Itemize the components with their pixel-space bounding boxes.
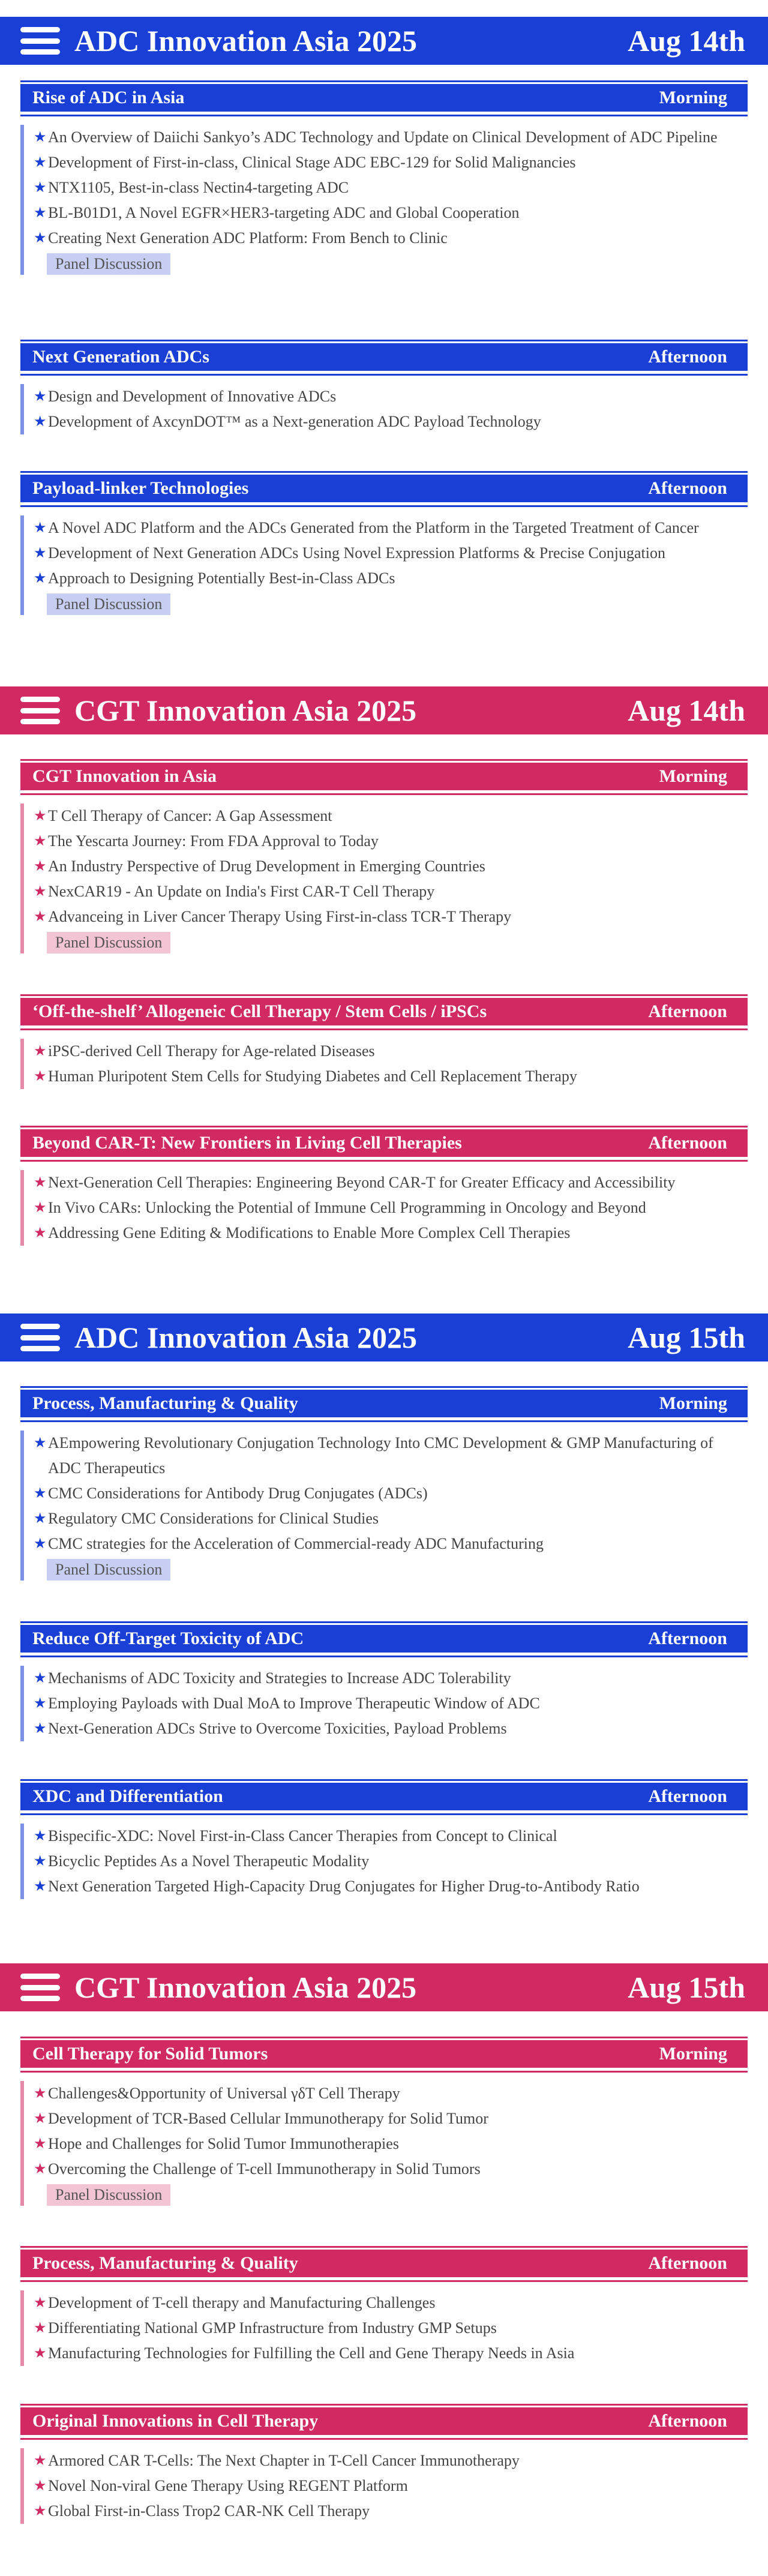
talk-title: A Novel ADC Platform and the ADCs Generated from the Platform in the Targeted Treatment of Cancer [48, 519, 699, 536]
talk-list [20, 384, 748, 434]
talk-list [20, 2290, 748, 2366]
talk-item [34, 854, 748, 879]
conference-date: Aug 14th [628, 24, 745, 58]
talk-title: iPSC-derived Cell Therapy for Age-related Diseases [48, 1042, 375, 1060]
talk-item [34, 1849, 748, 1874]
star-icon: ★ [34, 1536, 47, 1552]
star-icon: ★ [34, 2111, 47, 2127]
banner-left [20, 1320, 417, 1355]
star-icon: ★ [34, 520, 47, 536]
talk-title: Addressing Gene Editing & Modifications to Enable More Complex Cell Therapies [48, 1224, 571, 1241]
star-icon: ★ [34, 389, 47, 404]
talk-title: Bicyclic Peptides As a Novel Therapeutic Modality [48, 1852, 370, 1870]
star-icon: ★ [34, 859, 47, 874]
session-header [20, 1783, 748, 1810]
talk-title: Armored CAR T-Cells: The Next Chapter in T-Cell Cancer Immunotherapy [48, 2452, 520, 2469]
star-icon: ★ [34, 2478, 47, 2494]
hamburger-menu-icon[interactable] [20, 697, 60, 724]
talk-item [34, 1716, 748, 1741]
talk-title: Overcoming the Challenge of T-cell Immunotherapy in Solid Tumors [48, 2160, 481, 2178]
session-reduce-off-target [20, 1621, 748, 1741]
session-rise-of-adc [20, 80, 748, 275]
star-icon: ★ [34, 2453, 47, 2469]
talk-item [34, 1824, 748, 1849]
talk-item [34, 1170, 748, 1195]
session-process-manufacturing-adc [20, 1386, 748, 1581]
panel-discussion-tag: Panel Discussion [47, 593, 170, 615]
talk-item [34, 200, 748, 226]
session-header [20, 763, 748, 790]
session-header [20, 2250, 748, 2277]
talk-title: Creating Next Generation ADC Platform: From Bench to Clinic [48, 229, 448, 247]
talk-list [20, 1039, 748, 1089]
star-icon: ★ [34, 1225, 47, 1241]
session-time: Afternoon [648, 1629, 727, 1648]
banner-left [20, 1970, 416, 2005]
talk-item [34, 2341, 748, 2366]
talk-title: CMC Considerations for Antibody Drug Conjugates (ADCs) [48, 1485, 428, 1502]
star-icon: ★ [34, 909, 47, 925]
conference-date: Aug 15th [628, 1971, 745, 2004]
talk-item [34, 150, 748, 175]
conference-banner [0, 686, 768, 734]
talk-item [34, 2157, 748, 2182]
talk-item [34, 2131, 748, 2157]
hamburger-menu-icon[interactable] [20, 1324, 60, 1351]
session-solid-tumors [20, 2037, 748, 2206]
session-title: Process, Manufacturing & Quality [32, 1393, 298, 1413]
session-beyond-car-t [20, 1126, 748, 1246]
talk-title: CMC strategies for the Acceleration of Commercial-ready ADC Manufacturing [48, 1535, 544, 1552]
talk-list [20, 1170, 748, 1246]
talk-item [34, 1874, 748, 1899]
session-header [20, 998, 748, 1025]
star-icon: ★ [34, 1828, 47, 1844]
talk-item [34, 566, 748, 591]
session-title: Next Generation ADCs [32, 347, 209, 367]
talk-item [34, 2473, 748, 2499]
star-icon: ★ [34, 1486, 47, 1501]
talk-item [34, 1195, 748, 1220]
talk-item [34, 175, 748, 200]
talk-item [34, 1531, 748, 1557]
talk-item [34, 879, 748, 904]
talk-item [34, 409, 748, 434]
talk-list [20, 2081, 748, 2206]
star-icon: ★ [34, 2346, 47, 2361]
talk-item [34, 1481, 748, 1506]
session-title: CGT Innovation in Asia [32, 766, 217, 786]
talk-title: Development of Next Generation ADCs Using Novel Expression Platforms & Precise Conjugation [48, 544, 666, 562]
star-icon: ★ [34, 1043, 47, 1059]
star-icon: ★ [34, 2503, 47, 2519]
star-icon: ★ [34, 1175, 47, 1190]
star-icon: ★ [34, 1721, 47, 1737]
session-title: Process, Manufacturing & Quality [32, 2253, 298, 2273]
talk-title: Hope and Challenges for Solid Tumor Immunotherapies [48, 2135, 399, 2152]
star-icon: ★ [34, 1511, 47, 1527]
star-icon: ★ [34, 2136, 47, 2152]
talk-title: Regulatory CMC Considerations for Clinical Studies [48, 1510, 379, 1527]
talk-title: Advanceing in Liver Cancer Therapy Using First-in-class TCR-T Therapy [48, 908, 512, 925]
session-title: Original Innovations in Cell Therapy [32, 2411, 319, 2431]
star-icon: ★ [34, 414, 47, 430]
session-header [20, 84, 748, 112]
conference-block-cgt-aug15 [0, 1963, 768, 2011]
talk-item [34, 1431, 748, 1481]
session-time: Afternoon [648, 2411, 727, 2431]
conference-date: Aug 14th [628, 694, 745, 727]
panel-discussion-tag: Panel Discussion [47, 1559, 170, 1581]
talk-title: Differentiating National GMP Infrastructure from Industry GMP Setups [48, 2319, 497, 2337]
talk-list [20, 803, 748, 953]
talk-item [34, 2106, 748, 2131]
session-original-innovations [20, 2404, 748, 2524]
talk-item [34, 1691, 748, 1716]
talk-title: T Cell Therapy of Cancer: A Gap Assessment [48, 807, 332, 824]
session-title: Beyond CAR-T: New Frontiers in Living Cell Therapies [32, 1133, 462, 1153]
session-header [20, 343, 748, 371]
session-time: Morning [659, 2044, 727, 2064]
talk-title: Next-Generation Cell Therapies: Engineering Beyond CAR-T for Greater Efficacy and Accessibility [48, 1174, 676, 1191]
session-header [20, 1129, 748, 1157]
session-off-the-shelf [20, 994, 748, 1089]
star-icon: ★ [34, 1200, 47, 1216]
session-time: Afternoon [648, 347, 727, 367]
star-icon: ★ [34, 130, 47, 145]
session-title: Payload-linker Technologies [32, 478, 249, 498]
talk-item [34, 226, 748, 251]
session-header [20, 1390, 748, 1417]
talk-item [34, 125, 748, 150]
talk-item [34, 1220, 748, 1246]
banner-left [20, 23, 417, 58]
talk-item [34, 2316, 748, 2341]
talk-title: Development of TCR-Based Cellular Immunotherapy for Solid Tumor [48, 2110, 488, 2127]
banner-left [20, 693, 416, 728]
conference-banner [0, 1963, 768, 2011]
session-xdc-differentiation [20, 1779, 748, 1899]
talk-title: Development of T-cell therapy and Manufacturing Challenges [48, 2294, 436, 2311]
talk-item [34, 1039, 748, 1064]
conference-date: Aug 15th [628, 1321, 745, 1354]
conference-title: ADC Innovation Asia 2025 [74, 24, 417, 58]
talk-item [34, 515, 748, 541]
talk-item [34, 1506, 748, 1531]
talk-title: Employing Payloads with Dual MoA to Improve Therapeutic Window of ADC [48, 1695, 540, 1712]
talk-title: Next-Generation ADCs Strive to Overcome Toxicities, Payload Problems [48, 1720, 507, 1737]
session-title: XDC and Differentiation [32, 1786, 223, 1806]
session-time: Afternoon [648, 478, 727, 498]
star-icon: ★ [34, 1671, 47, 1686]
talk-title: Global First-in-Class Trop2 CAR-NK Cell Therapy [48, 2502, 370, 2520]
star-icon: ★ [34, 2295, 47, 2311]
talk-list [20, 515, 748, 615]
star-icon: ★ [34, 833, 47, 849]
session-title: Cell Therapy for Solid Tumors [32, 2044, 268, 2064]
talk-title: Challenges&Opportunity of Universal γδT Cell Therapy [48, 2085, 400, 2102]
session-title: Rise of ADC in Asia [32, 88, 185, 107]
star-icon: ★ [34, 571, 47, 586]
hamburger-menu-icon[interactable] [20, 27, 60, 55]
session-time: Morning [659, 1393, 727, 1413]
talk-list [20, 1666, 748, 1741]
session-process-manufacturing-cgt [20, 2246, 748, 2366]
session-time: Afternoon [648, 1786, 727, 1806]
talk-list [20, 125, 748, 275]
conference-banner [0, 17, 768, 65]
star-icon: ★ [34, 155, 47, 170]
talk-item [34, 541, 748, 566]
talk-title: NTX1105, Best-in-class Nectin4-targeting ADC [48, 179, 349, 196]
session-header [20, 1625, 748, 1653]
session-header [20, 2040, 748, 2068]
panel-discussion-tag: Panel Discussion [47, 2184, 170, 2206]
session-title: ‘Off-the-shelf’ Allogeneic Cell Therapy / Stem Cells / iPSCs [32, 1001, 487, 1021]
star-icon: ★ [34, 1879, 47, 1894]
conference-block-cgt-aug14 [0, 686, 768, 734]
talk-list [20, 1824, 748, 1899]
talk-title: Manufacturing Technologies for Fulfilling the Cell and Gene Therapy Needs in Asia [48, 2344, 575, 2362]
talk-item [34, 2081, 748, 2106]
talk-item [34, 2448, 748, 2473]
talk-list [20, 1431, 748, 1581]
panel-discussion-tag: Panel Discussion [47, 932, 170, 953]
star-icon: ★ [34, 2161, 47, 2177]
talk-title: Human Pluripotent Stem Cells for Studying Diabetes and Cell Replacement Therapy [48, 1067, 577, 1085]
star-icon: ★ [34, 884, 47, 899]
talk-item [34, 829, 748, 854]
talk-title: Novel Non-viral Gene Therapy Using REGENT Platform [48, 2477, 408, 2494]
talk-item [34, 2290, 748, 2316]
talk-list [20, 2448, 748, 2524]
star-icon: ★ [34, 180, 47, 196]
conference-block-adc-aug14 [0, 17, 768, 65]
talk-item [34, 803, 748, 829]
hamburger-menu-icon[interactable] [20, 1974, 60, 2001]
session-time: Afternoon [648, 1001, 727, 1021]
talk-title: An Overview of Daiichi Sankyo’s ADC Technology and Update on Clinical Development of ADC Pipeline [48, 128, 718, 146]
star-icon: ★ [34, 230, 47, 246]
talk-title: Approach to Designing Potentially Best-in-Class ADCs [48, 569, 395, 587]
session-header [20, 475, 748, 502]
talk-title: NexCAR19 - An Update on India's First CAR-T Cell Therapy [48, 883, 435, 900]
session-header [20, 2407, 748, 2435]
session-title: Reduce Off-Target Toxicity of ADC [32, 1629, 304, 1648]
talk-title: Design and Development of Innovative ADCs [48, 388, 337, 405]
talk-title: An Industry Perspective of Drug Development in Emerging Countries [48, 857, 485, 875]
talk-item [34, 2499, 748, 2524]
talk-item [34, 384, 748, 409]
session-payload-linker [20, 471, 748, 615]
talk-title: Development of First-in-class, Clinical Stage ADC EBC-129 for Solid Malignancies [48, 154, 576, 171]
star-icon: ★ [34, 2086, 47, 2101]
star-icon: ★ [34, 1696, 47, 1711]
star-icon: ★ [34, 1069, 47, 1084]
talk-item [34, 1064, 748, 1089]
session-next-gen-adcs [20, 340, 748, 434]
star-icon: ★ [34, 1435, 47, 1451]
session-time: Afternoon [648, 1133, 727, 1153]
session-cgt-innovation-asia [20, 759, 748, 953]
talk-title: Bispecific-XDC: Novel First-in-Class Cancer Therapies from Concept to Clinical [48, 1827, 557, 1845]
star-icon: ★ [34, 1854, 47, 1869]
talk-title: BL-B01D1, A Novel EGFR×HER3-targeting ADC and Global Cooperation [48, 204, 520, 221]
star-icon: ★ [34, 2320, 47, 2336]
star-icon: ★ [34, 205, 47, 221]
talk-title: The Yescarta Journey: From FDA Approval to Today [48, 832, 379, 850]
panel-discussion-tag: Panel Discussion [47, 253, 170, 275]
talk-title: Next Generation Targeted High-Capacity Drug Conjugates for Higher Drug-to-Antibody Ratio [48, 1878, 640, 1895]
talk-item [34, 904, 748, 929]
talk-title: In Vivo CARs: Unlocking the Potential of Immune Cell Programming in Oncology and Beyond [48, 1199, 646, 1216]
star-icon: ★ [34, 808, 47, 824]
conference-title: CGT Innovation Asia 2025 [74, 1971, 417, 2004]
star-icon: ★ [34, 545, 47, 561]
session-time: Morning [659, 766, 727, 786]
session-time: Morning [659, 88, 727, 107]
talk-title: AEmpowering Revolutionary Conjugation Technology Into CMC Development & GMP Manufacturing of ADC Therapeutics [48, 1434, 713, 1477]
talk-title: Mechanisms of ADC Toxicity and Strategies to Increase ADC Tolerability [48, 1669, 511, 1687]
session-time: Afternoon [648, 2253, 727, 2273]
conference-block-adc-aug15 [0, 1314, 768, 1362]
conference-title: CGT Innovation Asia 2025 [74, 694, 417, 727]
conference-title: ADC Innovation Asia 2025 [74, 1321, 417, 1354]
talk-item [34, 1666, 748, 1691]
talk-title: Development of AxcynDOT™ as a Next-generation ADC Payload Technology [48, 413, 541, 430]
conference-banner [0, 1314, 768, 1362]
